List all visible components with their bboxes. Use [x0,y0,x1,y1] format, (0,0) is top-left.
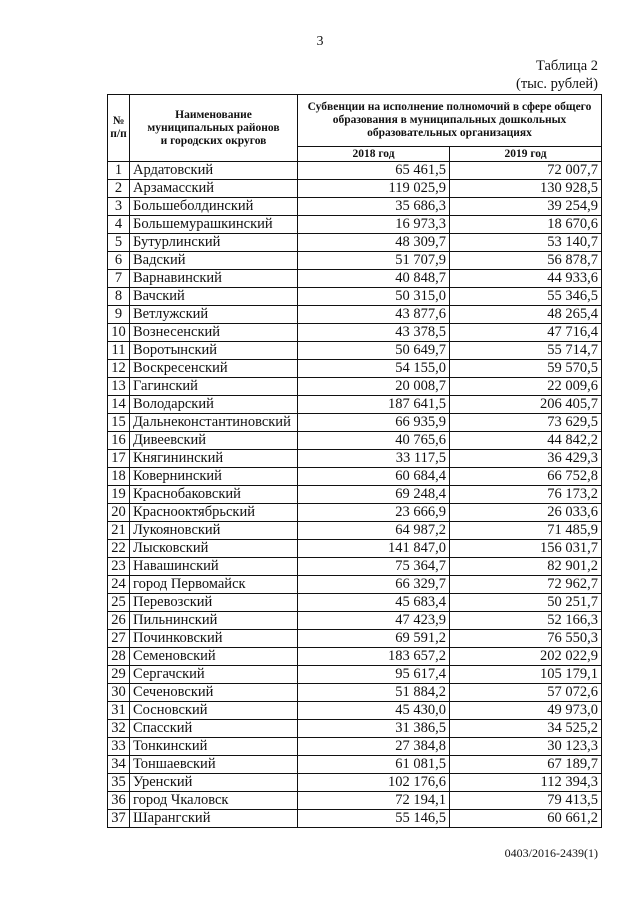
table-row [108,234,602,252]
table-row [108,378,602,396]
district-name: Лысковский [130,540,298,558]
value-2018: 45 683,4 [298,594,450,612]
value-2018: 187 641,5 [298,396,450,414]
value-2019: 76 173,2 [450,486,602,504]
row-number: 18 [108,468,130,486]
table-caption: Таблица 2 [535,58,598,74]
value-2018: 55 146,5 [298,810,450,828]
header-num: № п/п [108,95,130,162]
district-name: Уренский [130,774,298,792]
table-row [108,360,602,378]
table-row [108,288,602,306]
district-name: Семеновский [130,648,298,666]
table-row [108,198,602,216]
row-number: 1 [108,162,130,180]
district-name: Дивеевский [130,432,298,450]
value-2018: 66 935,9 [298,414,450,432]
table-row [108,540,602,558]
row-number: 22 [108,540,130,558]
row-number: 9 [108,306,130,324]
district-name: Навашинский [130,558,298,576]
value-2018: 51 884,2 [298,684,450,702]
district-name: Володарский [130,396,298,414]
table-row [108,666,602,684]
district-name: Краснооктябрьский [130,504,298,522]
value-2019: 36 429,3 [450,450,602,468]
value-2019: 55 714,7 [450,342,602,360]
value-2019: 44 933,6 [450,270,602,288]
row-number: 32 [108,720,130,738]
value-2019: 202 022,9 [450,648,602,666]
district-name: Ветлужский [130,306,298,324]
district-name: Тонкинский [130,738,298,756]
row-number: 28 [108,648,130,666]
table-row [108,216,602,234]
value-2019: 34 525,2 [450,720,602,738]
table-row [108,468,602,486]
row-number: 25 [108,594,130,612]
value-2018: 64 987,2 [298,522,450,540]
table-row [108,414,602,432]
value-2018: 69 248,4 [298,486,450,504]
table-row [108,504,602,522]
table-row [108,324,602,342]
table-row [108,648,602,666]
district-name: Лукояновский [130,522,298,540]
district-name: Воротынский [130,342,298,360]
value-2019: 105 179,1 [450,666,602,684]
row-number: 7 [108,270,130,288]
header-year-2019: 2019 год [450,147,602,162]
value-2018: 45 430,0 [298,702,450,720]
table-row [108,450,602,468]
value-2019: 71 485,9 [450,522,602,540]
value-2018: 40 765,6 [298,432,450,450]
value-2018: 27 384,8 [298,738,450,756]
value-2018: 66 329,7 [298,576,450,594]
district-name: Ковернинский [130,468,298,486]
value-2018: 40 848,7 [298,270,450,288]
value-2018: 31 386,5 [298,720,450,738]
value-2019: 44 842,2 [450,432,602,450]
value-2018: 102 176,6 [298,774,450,792]
value-2018: 119 025,9 [298,180,450,198]
district-name: город Первомайск [130,576,298,594]
table-row [108,756,602,774]
value-2019: 206 405,7 [450,396,602,414]
value-2018: 69 591,2 [298,630,450,648]
row-number: 12 [108,360,130,378]
row-number: 30 [108,684,130,702]
row-number: 16 [108,432,130,450]
value-2018: 72 194,1 [298,792,450,810]
table-row [108,576,602,594]
row-number: 31 [108,702,130,720]
value-2019: 49 973,0 [450,702,602,720]
value-2019: 47 716,4 [450,324,602,342]
value-2018: 33 117,5 [298,450,450,468]
value-2018: 141 847,0 [298,540,450,558]
district-name: Большемурашкинский [130,216,298,234]
district-name: Сеченовский [130,684,298,702]
page-number: 3 [316,34,324,49]
value-2019: 73 629,5 [450,414,602,432]
document-code: 0403/2016-2439(1) [504,846,598,860]
table-row [108,774,602,792]
row-number: 5 [108,234,130,252]
table-row [108,810,602,828]
value-2019: 39 254,9 [450,198,602,216]
district-name: Краснобаковский [130,486,298,504]
value-2019: 30 123,3 [450,738,602,756]
value-2018: 23 666,9 [298,504,450,522]
value-2019: 57 072,6 [450,684,602,702]
value-2019: 22 009,6 [450,378,602,396]
row-number: 24 [108,576,130,594]
value-2019: 82 901,2 [450,558,602,576]
district-name: Вадский [130,252,298,270]
value-2019: 66 752,8 [450,468,602,486]
value-2018: 16 973,3 [298,216,450,234]
header-name: Наименование муниципальных районов и городских округов [130,95,298,162]
district-name: Гагинский [130,378,298,396]
header-year-2018: 2018 год [298,147,450,162]
district-name: Тоншаевский [130,756,298,774]
value-2018: 95 617,4 [298,666,450,684]
table-row [108,396,602,414]
row-number: 20 [108,504,130,522]
value-2019: 48 265,4 [450,306,602,324]
district-name: Дальнеконстантиновский [130,414,298,432]
value-2019: 67 189,7 [450,756,602,774]
table-row [108,180,602,198]
table-row [108,252,602,270]
row-number: 21 [108,522,130,540]
row-number: 3 [108,198,130,216]
value-2019: 56 878,7 [450,252,602,270]
district-name: Сергачский [130,666,298,684]
table-row [108,486,602,504]
district-name: Арзамасский [130,180,298,198]
value-2019: 52 166,3 [450,612,602,630]
value-2018: 43 378,5 [298,324,450,342]
row-number: 13 [108,378,130,396]
row-number: 2 [108,180,130,198]
district-name: Варнавинский [130,270,298,288]
district-name: Перевозский [130,594,298,612]
value-2019: 26 033,6 [450,504,602,522]
table-row [108,162,602,180]
value-2018: 50 315,0 [298,288,450,306]
row-number: 4 [108,216,130,234]
value-2019: 55 346,5 [450,288,602,306]
value-2019: 72 007,7 [450,162,602,180]
value-2019: 53 140,7 [450,234,602,252]
table-row [108,792,602,810]
value-2019: 76 550,3 [450,630,602,648]
row-number: 17 [108,450,130,468]
district-name: Вачский [130,288,298,306]
district-name: Шарангский [130,810,298,828]
row-number: 37 [108,810,130,828]
row-number: 36 [108,792,130,810]
district-name: Ардатовский [130,162,298,180]
value-2018: 20 008,7 [298,378,450,396]
value-2018: 43 877,6 [298,306,450,324]
row-number: 15 [108,414,130,432]
value-2018: 35 686,3 [298,198,450,216]
row-number: 6 [108,252,130,270]
table-row [108,594,602,612]
table-row [108,558,602,576]
row-number: 23 [108,558,130,576]
table-row [108,720,602,738]
subvention-table [107,94,602,828]
row-number: 33 [108,738,130,756]
value-2019: 156 031,7 [450,540,602,558]
value-2018: 48 309,7 [298,234,450,252]
table-row [108,432,602,450]
value-2019: 79 413,5 [450,792,602,810]
table-row [108,684,602,702]
units-label: (тыс. рублей) [516,76,598,92]
row-number: 35 [108,774,130,792]
value-2019: 112 394,3 [450,774,602,792]
district-name: Бутурлинский [130,234,298,252]
district-name: Большеболдинский [130,198,298,216]
value-2018: 65 461,5 [298,162,450,180]
table-row [108,306,602,324]
value-2018: 75 364,7 [298,558,450,576]
row-number: 11 [108,342,130,360]
district-name: Починковский [130,630,298,648]
value-2019: 130 928,5 [450,180,602,198]
value-2019: 72 962,7 [450,576,602,594]
value-2018: 54 155,0 [298,360,450,378]
district-name: город Чкаловск [130,792,298,810]
district-name: Воскресенский [130,360,298,378]
row-number: 14 [108,396,130,414]
table-row [108,630,602,648]
value-2019: 60 661,2 [450,810,602,828]
row-number: 10 [108,324,130,342]
value-2018: 60 684,4 [298,468,450,486]
value-2019: 50 251,7 [450,594,602,612]
value-2019: 18 670,6 [450,216,602,234]
table-row [108,738,602,756]
row-number: 26 [108,612,130,630]
table-row [108,612,602,630]
row-number: 34 [108,756,130,774]
row-number: 8 [108,288,130,306]
district-name: Княгининский [130,450,298,468]
row-number: 27 [108,630,130,648]
value-2018: 183 657,2 [298,648,450,666]
table-row [108,342,602,360]
table-row [108,702,602,720]
district-name: Вознесенский [130,324,298,342]
row-number: 29 [108,666,130,684]
value-2018: 61 081,5 [298,756,450,774]
district-name: Сосновский [130,702,298,720]
value-2018: 50 649,7 [298,342,450,360]
table-row [108,522,602,540]
header-subvention: Субвенции на исполнение полномочий в сфере общего образования в муниципальных дошкольных образовательных организациях [298,95,602,147]
value-2018: 51 707,9 [298,252,450,270]
value-2019: 59 570,5 [450,360,602,378]
table-row [108,270,602,288]
row-number: 19 [108,486,130,504]
district-name: Спасский [130,720,298,738]
value-2018: 47 423,9 [298,612,450,630]
district-name: Пильнинский [130,612,298,630]
